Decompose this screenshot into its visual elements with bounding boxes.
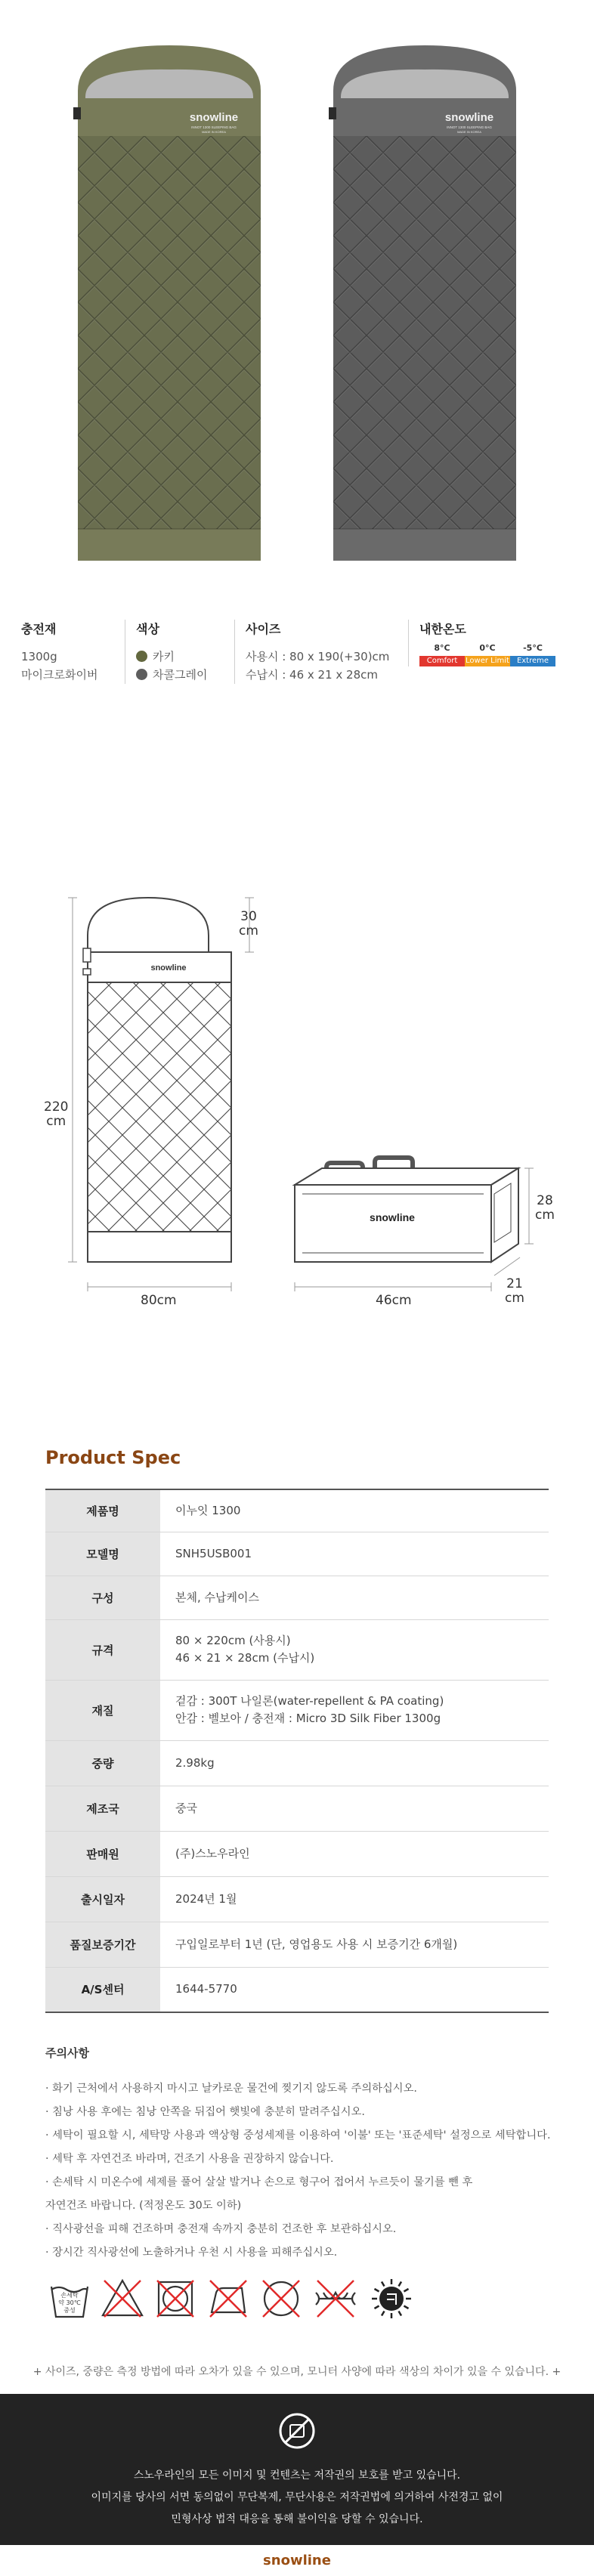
care-label: 손세탁 bbox=[60, 2292, 79, 2299]
spec-value-line: 46 × 21 × 28cm (수납시) bbox=[175, 1651, 315, 1665]
spec-value-line: 안감 : 벨보아 / 충전재 : Micro 3D Silk Fiber 1300g bbox=[175, 1712, 441, 1725]
caution-item: · 화기 근처에서 사용하지 마시고 날카로운 물건에 찢기지 않도록 주의하십시오. bbox=[45, 2083, 417, 2095]
spec-value bbox=[160, 1922, 549, 1967]
no-dry-clean-icon bbox=[258, 2274, 304, 2323]
product-spec-title: Product Spec bbox=[45, 1447, 181, 1468]
length-dim-value: 220 bbox=[44, 1099, 69, 1115]
color-option-charcoal bbox=[136, 666, 207, 684]
spec-row bbox=[45, 1576, 549, 1619]
size-in-use: 사용시 : 80 x 190(+30)cm bbox=[246, 650, 390, 663]
spec-value-line: 2024년 1월 bbox=[175, 1891, 237, 1906]
dimension-diagram bbox=[0, 877, 594, 1360]
spec-value-line: 1644-5770 bbox=[175, 1982, 237, 1996]
temperature-spec bbox=[408, 620, 555, 666]
product-spec-table bbox=[45, 1489, 549, 2013]
caution-list bbox=[45, 2077, 559, 2265]
caution-item: · 직사광선을 피해 건조하며 충전재 속까지 충분히 건조한 후 보관하십시오. bbox=[45, 2223, 397, 2235]
spec-key: 재질 bbox=[45, 1680, 160, 1740]
spec-value-line: 중국 bbox=[175, 1801, 197, 1815]
comfort-label: Comfort bbox=[419, 656, 465, 666]
shade-dry-icon bbox=[369, 2274, 414, 2323]
spec-value bbox=[160, 1532, 549, 1576]
bag-tagline-2: MADE IN KOREA bbox=[457, 130, 481, 134]
width-dimension: 80cm bbox=[141, 1293, 177, 1308]
spec-value bbox=[160, 1876, 549, 1922]
sleeping-bag-charcoal bbox=[329, 45, 516, 561]
care-icons bbox=[47, 2274, 594, 2327]
spec-key: 규격 bbox=[45, 1619, 160, 1680]
caution-item: · 장시간 직사광선에 노출하거나 우천 시 사용을 피해주십시오. bbox=[45, 2247, 338, 2259]
bag-tagline: INNOT 1300 SLEEPING BAG bbox=[447, 125, 492, 129]
bag-logo: snowline bbox=[150, 963, 187, 973]
spec-value-line: 80 × 220cm (사용시) bbox=[175, 1634, 291, 1647]
size-spec bbox=[234, 620, 389, 684]
no-iron-icon bbox=[206, 2274, 251, 2323]
case-logo: snowline bbox=[370, 1211, 415, 1223]
caution-item: · 침낭 사용 후에는 침낭 안쪽을 뒤집어 햇빛에 충분히 말려주십시오. bbox=[45, 2106, 365, 2118]
lower-limit-temp: 0°C bbox=[479, 643, 496, 653]
bag-tagline-2: MADE IN KOREA bbox=[202, 130, 226, 134]
case-width-dimension: 46cm bbox=[376, 1293, 412, 1308]
spec-key: 품질보증기간 bbox=[45, 1922, 160, 1967]
copyright-line-2: 이미지를 당사의 서면 동의없이 무단복제, 무단사용은 저작권법에 의거하여 사전경고 없이 bbox=[91, 2491, 503, 2503]
case-depth-value: 21 bbox=[506, 1276, 523, 1291]
length-dim-unit: cm bbox=[46, 1114, 67, 1129]
spec-row bbox=[45, 1876, 549, 1922]
sleeping-bag-outline bbox=[83, 898, 231, 1262]
spec-value bbox=[160, 1619, 549, 1680]
no-bleach-icon bbox=[100, 2274, 145, 2323]
spec-value bbox=[160, 1576, 549, 1619]
khaki-swatch bbox=[136, 651, 147, 662]
spec-key: 중량 bbox=[45, 1740, 160, 1786]
color-option-khaki bbox=[136, 648, 207, 666]
no-wring-icon bbox=[313, 2274, 358, 2323]
spec-value-line: (주)스노우라인 bbox=[175, 1846, 250, 1860]
spec-row bbox=[45, 1489, 549, 1532]
spec-key: A/S센터 bbox=[45, 1967, 160, 2012]
spec-row bbox=[45, 1740, 549, 1786]
spec-row bbox=[45, 1967, 549, 2012]
spec-value-line: 이누잇 1300 bbox=[175, 1503, 241, 1517]
spec-value-line: SNH5USB001 bbox=[175, 1546, 252, 1560]
caution-item: 자연건조 바랍니다. (적정온도 30도 이하) bbox=[45, 2200, 242, 2212]
spec-value bbox=[160, 1740, 549, 1786]
sleeping-bags-image bbox=[0, 0, 594, 589]
case-height-value: 28 bbox=[537, 1193, 553, 1208]
hood-dim-value: 30 bbox=[240, 909, 257, 924]
spec-key: 모델명 bbox=[45, 1532, 160, 1576]
spec-value bbox=[160, 1967, 549, 2012]
extreme-label: Extreme bbox=[510, 656, 555, 666]
spec-value bbox=[160, 1786, 549, 1831]
temperature-title: 내한온도 bbox=[419, 622, 466, 636]
size-packed: 수납시 : 46 x 21 x 28cm bbox=[246, 668, 379, 682]
temperature-bar bbox=[419, 656, 555, 666]
spec-value-line: 2.98kg bbox=[175, 1755, 215, 1770]
spec-summary bbox=[0, 620, 594, 710]
hero-section bbox=[0, 0, 594, 589]
spec-key: 판매원 bbox=[45, 1831, 160, 1876]
length-dimension bbox=[44, 1100, 68, 1129]
lower-limit-label: Lower Limit bbox=[466, 657, 509, 665]
charcoal-swatch bbox=[136, 669, 147, 680]
spec-key: 제품명 bbox=[45, 1489, 160, 1532]
footnote: + 사이즈, 중량은 측정 방법에 따라 오차가 있을 수 있으며, 모니터 사양에 따라 색상의 차이가 있을 수 있습니다. + bbox=[32, 2366, 562, 2378]
spec-row bbox=[45, 1786, 549, 1831]
caution-section bbox=[45, 2045, 559, 2265]
no-tumble-dry-icon bbox=[153, 2274, 198, 2323]
size-title: 사이즈 bbox=[246, 622, 281, 636]
caution-title: 주의사항 bbox=[45, 2046, 89, 2060]
spec-value bbox=[160, 1831, 549, 1876]
copyright-footer bbox=[0, 2394, 594, 2576]
comfort-temp: 8°C bbox=[434, 643, 450, 653]
case-depth-unit: cm bbox=[505, 1291, 524, 1306]
case-depth-dimension bbox=[505, 1277, 524, 1306]
spec-row bbox=[45, 1831, 549, 1876]
fill-material: 마이크로화이버 bbox=[21, 668, 98, 682]
extreme-temp: -5°C bbox=[523, 643, 543, 653]
spec-key: 구성 bbox=[45, 1576, 160, 1619]
spec-key: 제조국 bbox=[45, 1786, 160, 1831]
bag-logo-text: snowline bbox=[189, 111, 239, 124]
caution-item: · 손세탁 시 미온수에 세제를 풀어 살살 발거나 손으로 형구어 접어서 누르듯이 물기를 뺀 후 bbox=[45, 2176, 473, 2188]
fill-weight: 1300g bbox=[21, 650, 57, 663]
hood-dimension bbox=[239, 910, 258, 939]
spec-row bbox=[45, 1532, 549, 1576]
color-spec bbox=[125, 620, 207, 684]
case-height-dimension bbox=[535, 1194, 555, 1223]
hood-dim-unit: cm bbox=[239, 923, 258, 939]
fill-spec bbox=[21, 620, 97, 684]
no-copy-icon bbox=[278, 2412, 316, 2450]
color-title: 색상 bbox=[136, 622, 159, 636]
care-label: 약 30℃ bbox=[58, 2299, 81, 2306]
fill-title: 충전재 bbox=[21, 622, 57, 636]
spec-row bbox=[45, 1922, 549, 1967]
bag-tagline: INNOT 1300 SLEEPING BAG bbox=[191, 125, 237, 129]
brand-logo: snowline bbox=[0, 2545, 594, 2576]
spec-value-line: 구입일로부터 1년 (단, 영업용도 사용 시 보증기간 6개월) bbox=[175, 1937, 458, 1951]
storage-case-outline bbox=[295, 1158, 518, 1262]
sleeping-bag-khaki bbox=[73, 45, 261, 561]
spec-value bbox=[160, 1680, 549, 1740]
spec-row bbox=[45, 1680, 549, 1740]
hand-wash-icon bbox=[47, 2274, 92, 2323]
care-label: 중성 bbox=[63, 2307, 76, 2314]
spec-key: 출시일자 bbox=[45, 1876, 160, 1922]
spec-value-line: 본체, 수납케이스 bbox=[175, 1590, 259, 1604]
temperature-values bbox=[419, 643, 555, 653]
spec-row bbox=[45, 1619, 549, 1680]
bag-logo-text: snowline bbox=[444, 111, 494, 124]
copyright-line-1: 스노우라인의 모든 이미지 및 컨텐츠는 저작권의 보호를 받고 있습니다. bbox=[133, 2469, 461, 2482]
color-label-charcoal: 차콜그레이 bbox=[153, 668, 208, 682]
caution-item: · 세탁이 필요할 시, 세탁망 사용과 액상형 중성세제를 이용하여 '이불' 또는 '표준세탁' 설정으로 세탁합니다. bbox=[45, 2129, 551, 2142]
case-height-unit: cm bbox=[535, 1208, 555, 1223]
color-label-khaki: 카키 bbox=[153, 650, 175, 663]
spec-value bbox=[160, 1489, 549, 1532]
copyright-line-3: 민형사상 법적 대응을 통해 불이익을 당할 수 있습니다. bbox=[171, 2513, 423, 2525]
caution-item: · 세탁 후 자연건조 바라며, 건조기 사용을 권장하지 않습니다. bbox=[45, 2153, 334, 2165]
spec-value-line: 겉감 : 300T 나일론(water-repellent & PA coating) bbox=[175, 1694, 444, 1708]
